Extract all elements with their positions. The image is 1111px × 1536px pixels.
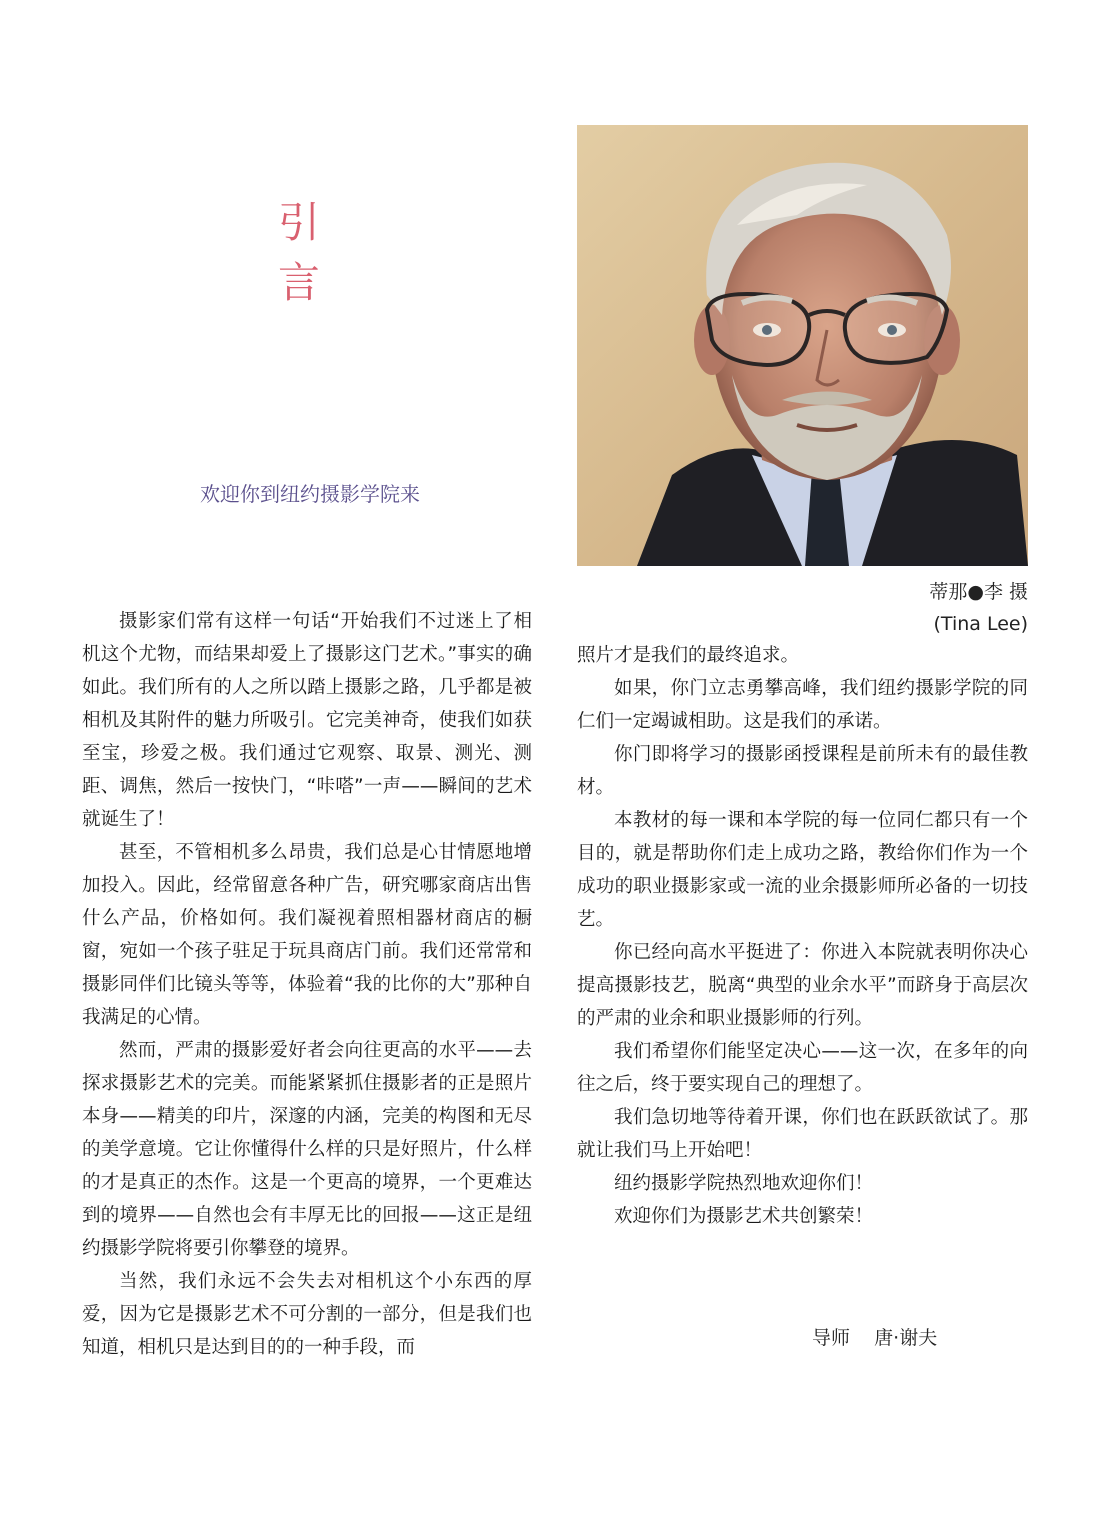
paragraph-continuation: 照片才是我们的最终追求。 xyxy=(577,645,800,666)
welcome-heading: 欢迎你到纽约摄影学院来 xyxy=(200,482,420,506)
photographer-english-name: (Tina Lee) xyxy=(933,613,1028,635)
paragraph: 纽约摄影学院热烈地欢迎你们！ xyxy=(614,1173,874,1194)
paragraph: 本教材的每一课和本学院的每一位同仁都只有一个目的，就是帮助你们走上成功之路，教给你们作为一个成功的职业摄影家或一流的业余摄影师所必备的一切技艺。 xyxy=(577,810,1028,930)
paragraph: 甚至，不管相机多么昂贵，我们总是心甘情愿地增加投入。因此，经常留意各种广告，研究哪家商店出售什么产品，价格如何。我们凝视着照相器材商店的橱窗，宛如一个孩子驻足于玩具商店门前。我们还常常和摄影同伴们比镜头等等，体验着“我的比你的大”那种自我满足的心情。 xyxy=(82,842,532,1028)
paragraph: 我们希望你们能坚定决心——这一次，在多年的向往之后，终于要实现自己的理想了。 xyxy=(577,1041,1028,1095)
paragraph: 当然，我们永远不会失去对相机这个小东西的厚爱，因为它是摄影艺术不可分割的一部分，但是我们也知道，相机只是达到目的的一种手段，而 xyxy=(82,1271,532,1358)
page-title: 引 言 xyxy=(277,198,346,307)
portrait-photo xyxy=(577,125,1028,566)
paragraph: 如果，你门立志勇攀高峰，我们纽约摄影学院的同仁们一定竭诚相助。这是我们的承诺。 xyxy=(577,678,1028,732)
right-text-column xyxy=(577,639,1028,1233)
paragraph: 然而，严肃的摄影爱好者会向往更高的水平——去探求摄影艺术的完美。而能紧紧抓住摄影者的正是照片本身——精美的印片，深邃的内涵，完美的构图和无尽的美学意境。它让你懂得什么样的只是好照片，什么样的才是真正的杰作。这是一个更高的境界，一个更难达到的境界——自然也会有丰厚无比的回报——这正是纽约摄影学院将要引你攀登的境界。 xyxy=(82,1040,532,1259)
paragraph: 我们急切地等待着开课，你们也在跃跃欲试了。那就让我们马上开始吧！ xyxy=(577,1107,1028,1161)
paragraph: 摄影家们常有这样一句话“开始我们不过迷上了相机这个尤物，而结果却爱上了摄影这门艺术。”事实的确如此。我们所有的人之所以踏上摄影之路，几乎都是被相机及其附件的魅力所吸引。它完美神奇，使我们如获至宝，珍爱之极。我们通过它观察、取景、测光、测距、调焦，然后一按快门，“咔嗒”一声——瞬间的艺术就诞生了！ xyxy=(82,611,532,830)
paragraph: 你门即将学习的摄影函授课程是前所未有的最佳教材。 xyxy=(577,744,1028,798)
paragraph: 欢迎你们为摄影艺术共创繁荣！ xyxy=(614,1206,874,1227)
photo-caption xyxy=(760,576,1028,640)
photo-credit: 蒂那●李 摄 xyxy=(929,581,1028,603)
signature: 导师 唐·谢夫 xyxy=(812,1327,938,1349)
left-text-column xyxy=(82,605,532,1364)
paragraph: 你已经向高水平挺进了：你进入本院就表明你决心提高摄影技艺，脱离“典型的业余水平”而跻身于高层次的严肃的业余和职业摄影师的行列。 xyxy=(577,942,1028,1029)
